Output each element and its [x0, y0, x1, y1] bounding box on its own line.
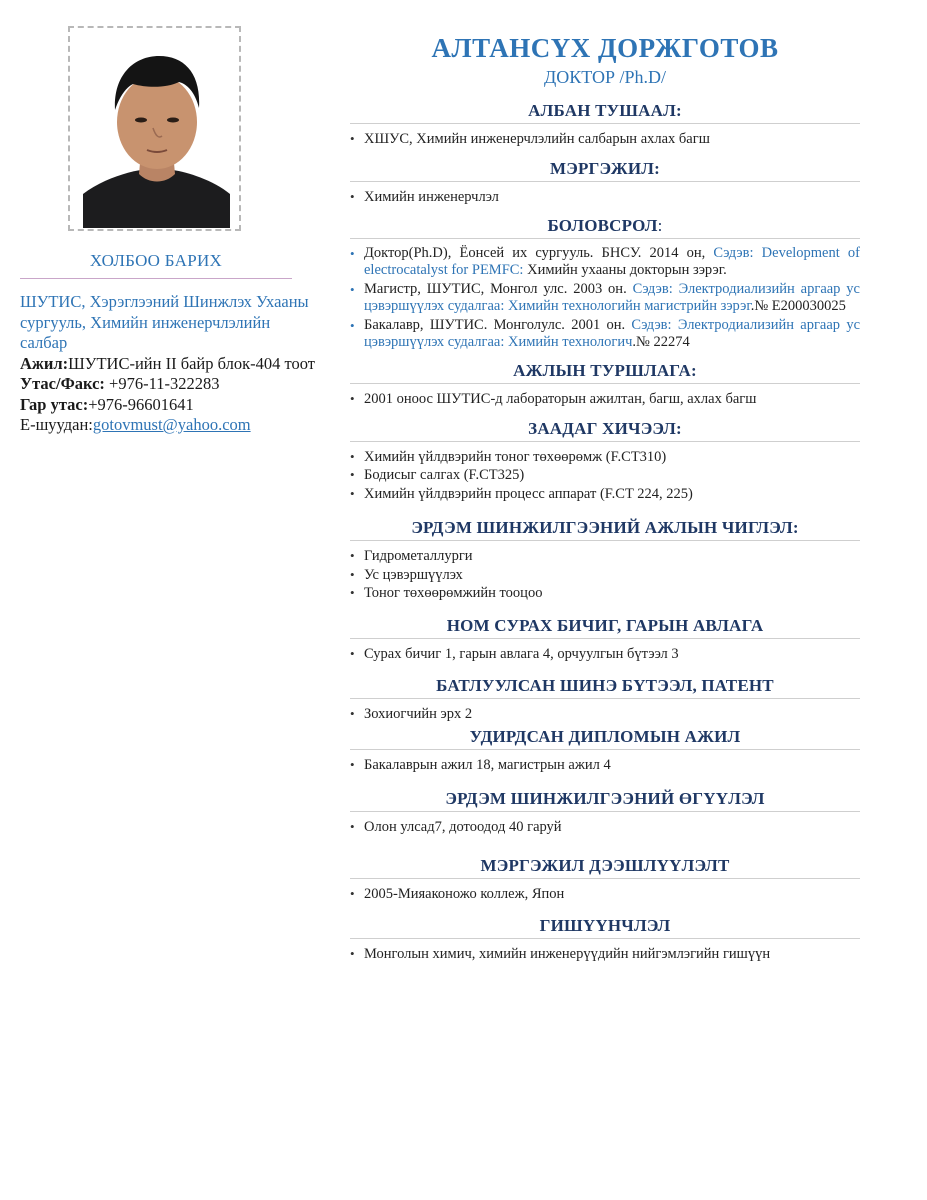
item-list — [350, 818, 860, 837]
section-title: ЭРДЭМ ШИНЖИЛГЭЭНИЙ АЖЛЫН ЧИГЛЭЛ: — [411, 518, 799, 537]
section-divider — [350, 638, 860, 639]
section-title: БАТЛУУЛСАН ШИНЭ БҮТЭЭЛ, ПАТЕНТ — [436, 676, 774, 695]
section-publications — [350, 788, 860, 837]
section-divider — [350, 383, 860, 384]
contact-email — [20, 415, 315, 436]
list-item: • Монголын химич, химийн инженерүүдийн нийгэмлэгийн гишүүн — [350, 945, 860, 964]
section-divider — [350, 540, 860, 541]
section-title: МЭРГЭЖИЛ: — [549, 158, 661, 178]
section-title-colon: : — [657, 216, 663, 235]
section-training — [350, 855, 860, 904]
section-divider — [350, 698, 860, 699]
section-divider — [350, 441, 860, 442]
email-label: Е-шуудан: — [20, 415, 93, 434]
section-title-text: БОЛОВСРОЛ — [547, 216, 658, 235]
education-topic: Сэдэв: Электродиализийн аргаар ус цэвэршүүлэх судалгаа: Химийн технологийн магистрийн зэрэг — [364, 281, 860, 314]
section-title: ГИШҮҮНЧЛЭЛ — [539, 916, 671, 935]
section-patents — [350, 675, 860, 724]
education-item-bachelor — [350, 317, 860, 351]
section-experience — [350, 360, 860, 409]
section-title: МЭРГЭЖИЛ ДЭЭШЛҮҮЛЭЛТ — [480, 855, 730, 875]
list-item: • Олон улсад7, дотоодод 40 гаруй — [350, 818, 860, 837]
education-prefix: Бакалавр, ШУТИС. Монголулс. 2001 он. — [364, 317, 632, 333]
contact-title: ХОЛБОО БАРИХ — [89, 251, 223, 270]
education-topic: Сэдэв: Электродиализийн аргаар ус цэвэршүүлэх судалгаа: Химийн технологич — [364, 317, 861, 350]
item-list — [350, 645, 860, 664]
education-prefix: Магистр, ШУТИС, Монгол улс. 2003 он. — [364, 281, 633, 297]
item-list — [350, 188, 860, 207]
section-profession — [350, 158, 860, 207]
section-divider — [350, 238, 860, 239]
list-item: • Бакалаврын ажил 18, магистрын ажил 4 — [350, 756, 860, 775]
list-item: • Бодисыг салгах (F.CT325) — [350, 466, 860, 485]
contact-phone — [20, 374, 315, 395]
education-suffix: Химийн ухааны докторын зэрэг. — [527, 262, 727, 278]
person-name: АЛТАНСҮХ ДОРЖГОТОВ — [431, 33, 779, 63]
list-item: • Химийн инженерчлэл — [350, 188, 860, 207]
item-list — [350, 448, 860, 504]
list-item: • Зохиогчийн эрх 2 — [350, 705, 860, 724]
item-list — [350, 390, 860, 409]
item-list — [350, 705, 860, 724]
education-prefix: Доктор(Ph.D), Ёонсей их сургууль. БНСУ. 2014 он, — [364, 245, 714, 261]
section-title: ЗААДАГ ХИЧЭЭЛ: — [528, 418, 682, 438]
work-value: ШУТИС-ийн II байр блок-404 тоот — [68, 353, 315, 373]
section-divider — [350, 181, 860, 182]
contact-work — [20, 354, 315, 375]
item-list — [350, 756, 860, 775]
section-research — [350, 517, 860, 603]
section-membership — [350, 915, 860, 964]
phone-label: Утас/Факс: — [20, 374, 105, 393]
education-item-masters — [350, 281, 860, 315]
education-suffix: .№ E200030025 — [750, 298, 846, 314]
section-divider — [350, 123, 860, 124]
section-education — [350, 215, 860, 351]
photo-frame — [68, 26, 241, 231]
education-topic: Сэдэв: Development of electrocatalyst for PEMFC: — [364, 245, 860, 278]
section-title: АЛБАН ТУШААЛ: — [528, 101, 682, 120]
section-title: УДИРДСАН ДИПЛОМЫН АЖИЛ — [469, 726, 741, 746]
contact-divider — [20, 278, 292, 279]
person-degree: ДОКТОР /Ph.D/ — [543, 67, 667, 87]
section-position — [350, 100, 860, 149]
item-list — [350, 885, 860, 904]
section-divider — [350, 878, 860, 879]
list-item: • Ус цэвэршүүлэх — [350, 566, 860, 585]
work-label: Ажил: — [20, 353, 69, 373]
section-title: НОМ СУРАХ БИЧИГ, ГАРЫН АВЛАГА — [446, 615, 764, 635]
education-suffix: .№ 22274 — [632, 334, 690, 350]
section-courses — [350, 418, 860, 504]
section-books — [350, 615, 860, 664]
section-supervision — [350, 726, 860, 775]
contact-info — [20, 292, 315, 436]
item-list — [350, 547, 860, 603]
item-list — [350, 130, 860, 149]
profile-photo — [83, 44, 230, 228]
list-item: • 2001 оноос ШУТИС-д лабораторын ажилтан, багш, ахлах багш — [350, 390, 860, 409]
list-item: • ХШУС, Химийн инженерчлэлийн салбарын ахлах багш — [350, 130, 860, 149]
mobile-value: +976-96601641 — [88, 394, 194, 414]
item-list — [350, 945, 860, 964]
list-item: • Химийн үйлдвэрийн процесс аппарат (F.CT 224, 225) — [350, 485, 860, 504]
phone-value: +976-11-322283 — [104, 374, 220, 393]
list-item: • Сурах бичиг 1, гарын авлага 4, орчуулгын бүтээл 3 — [350, 645, 860, 664]
email-link[interactable]: gotovmust@yahoo.com — [92, 415, 251, 434]
mobile-label: Гар утас: — [20, 394, 89, 414]
section-title: ЭРДЭМ ШИНЖИЛГЭЭНИЙ ӨГҮҮЛЭЛ — [445, 789, 765, 808]
section-divider — [350, 749, 860, 750]
education-list — [350, 245, 860, 351]
section-divider — [350, 811, 860, 812]
section-divider — [350, 938, 860, 939]
section-title — [350, 215, 860, 237]
list-item: • Химийн үйлдвэрийн тоног төхөөрөмж (F.CT310) — [350, 448, 860, 467]
education-item-phd — [350, 245, 860, 279]
right-column — [350, 30, 860, 964]
contact-organization: ШУТИС, Хэрэглээний Шинжлэх Ухааны сургууль, Химийн инженерчлэлийн салбар — [20, 292, 309, 352]
list-item: • 2005-Мияаконожо коллеж, Япон — [350, 885, 860, 904]
contact-mobile — [20, 395, 315, 416]
section-title: АЖЛЫН ТУРШЛАГА: — [513, 361, 697, 380]
list-item: • Гидрометаллурги — [350, 547, 860, 566]
list-item: • Тоног төхөөрөмжийн тооцоо — [350, 584, 860, 603]
